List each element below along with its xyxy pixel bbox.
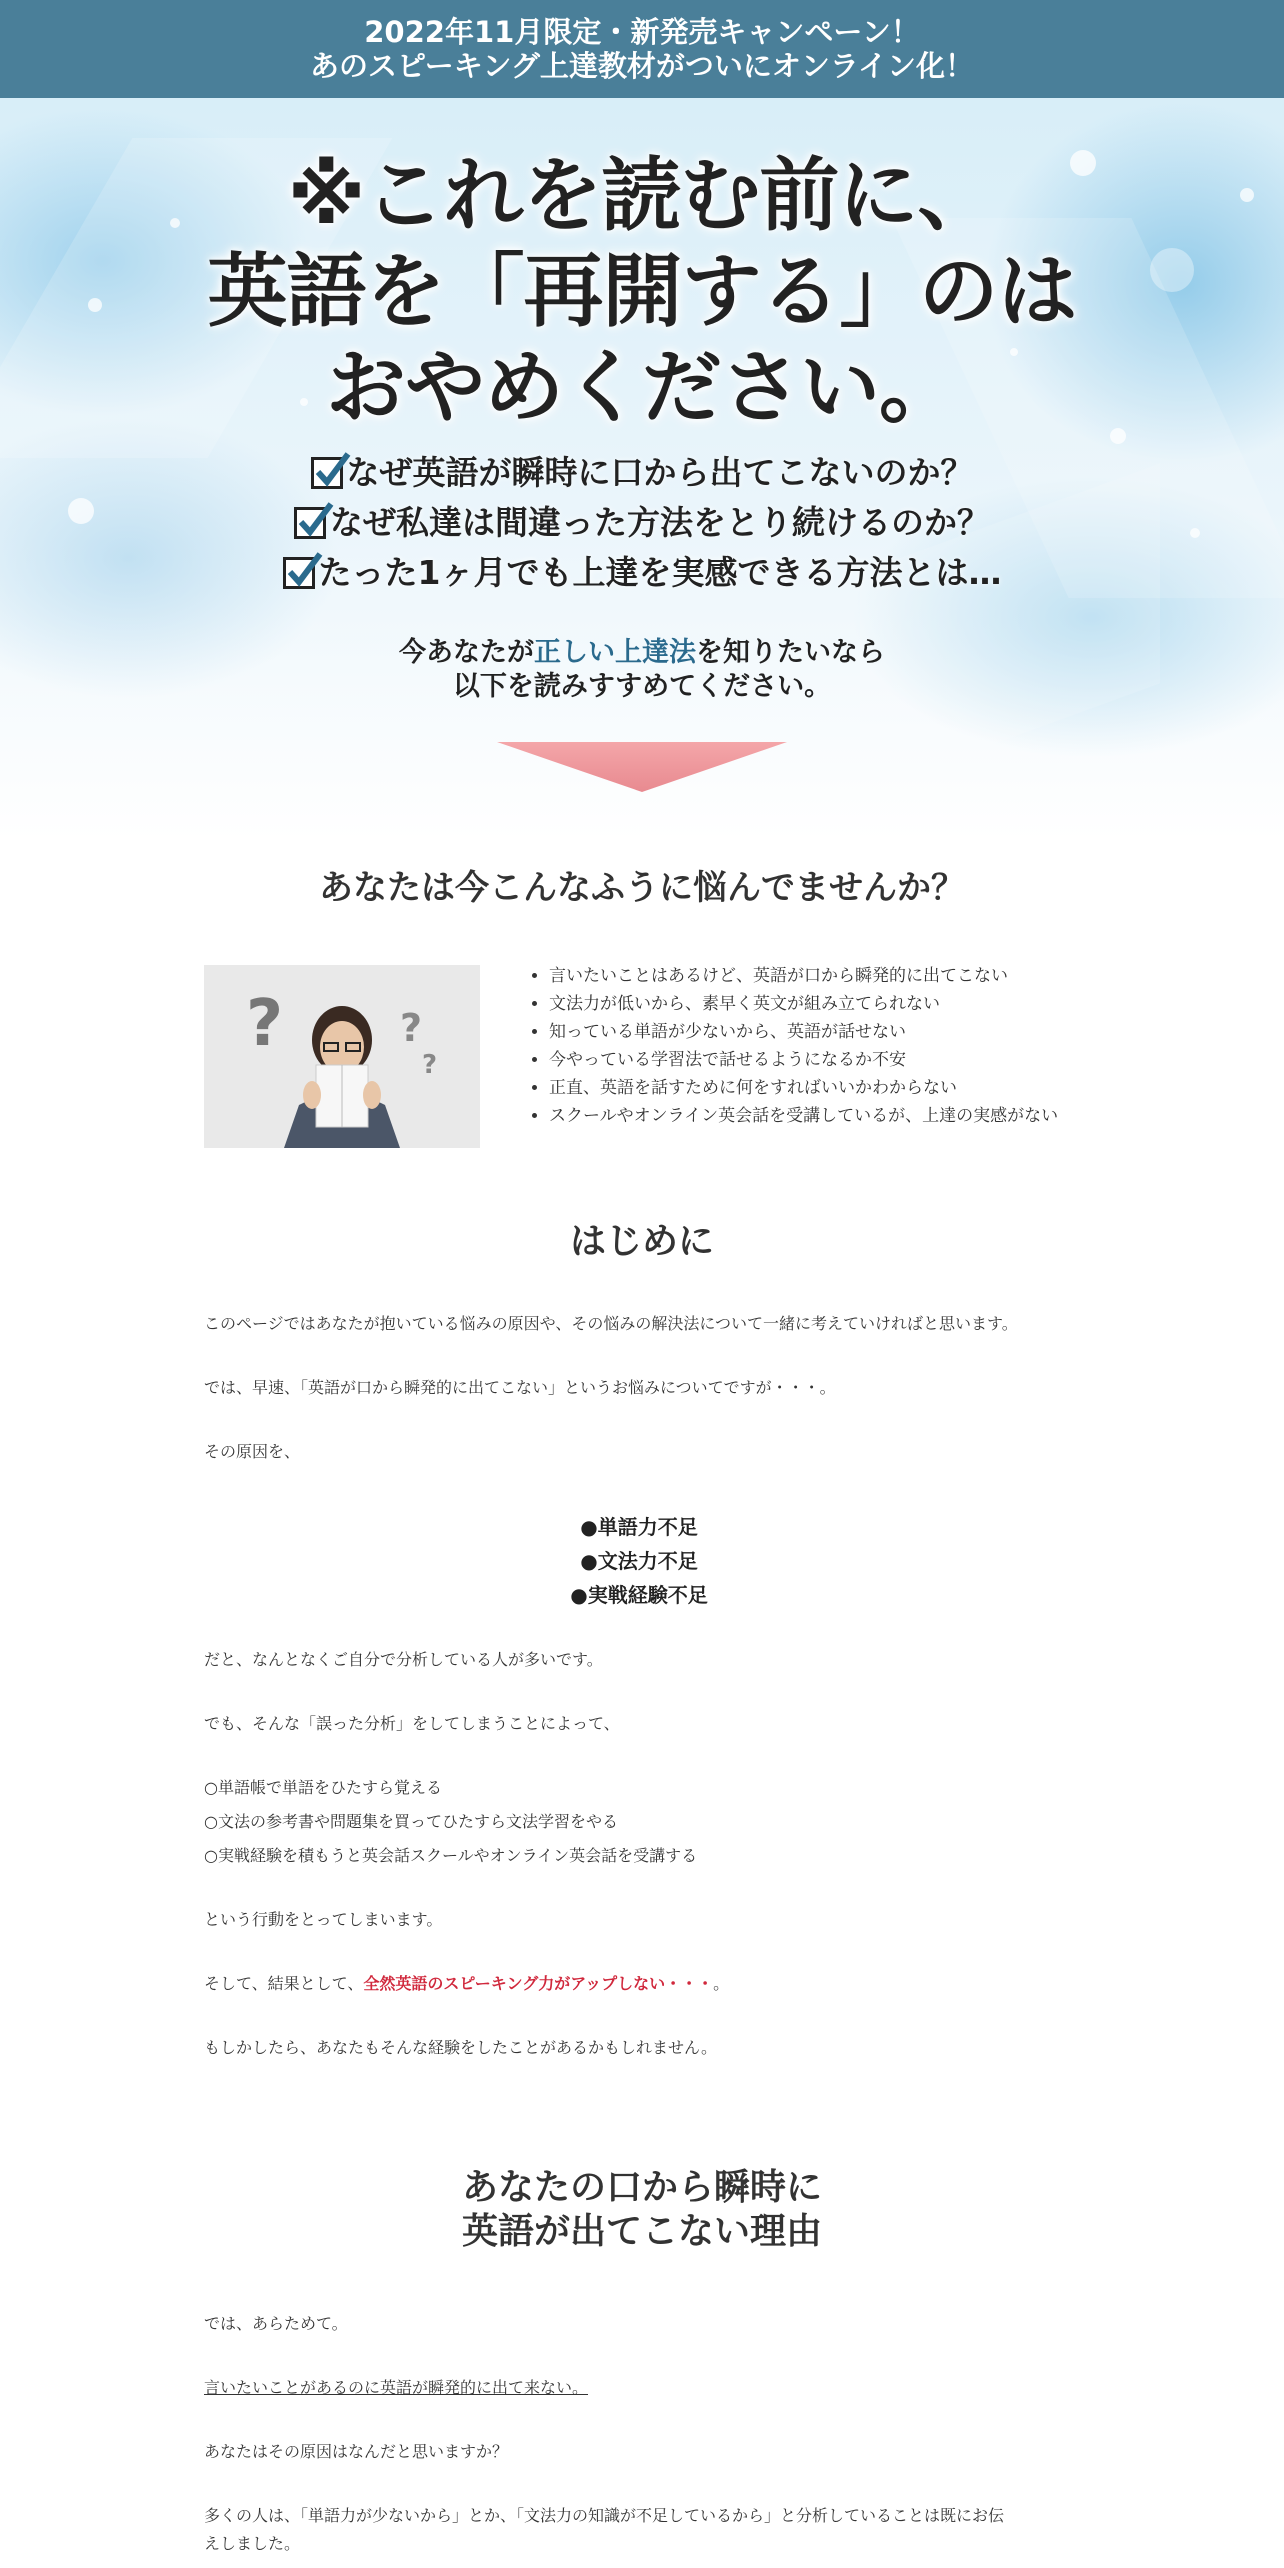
reason-title [0,2166,1284,2254]
reason-paragraph: では、あらためて。 [204,2314,348,2333]
list-item: • スクールやオンライン英会話を受講しているが、上達の実感がない [549,1102,1094,1130]
lead-highlight: 正しい上達法 [534,637,696,668]
down-arrow-icon [0,742,1284,794]
worried-woman-image [204,965,480,1148]
check-text: たった1ヶ月でも上達を実感できる方法とは… [318,553,1002,592]
cause-item: ●文法力不足 [580,1549,698,1573]
reason-section [204,2310,1074,2560]
worries-title: あなたは今こんなふうに悩んでませんか？ [319,868,965,908]
result-paragraph [204,1970,1074,1998]
reason-paragraph: えしました。 [204,2534,301,2553]
intro-section [204,1310,1074,2070]
check-item [0,448,1284,498]
headline-line-2: 英語を「再開する」のは [207,245,1077,338]
intro-title: はじめに [569,1221,714,1262]
banner-line-2: あのスピーキング上達教材がついにオンライン化！ [309,49,975,83]
lead-text [0,636,1284,704]
list-item: • 今やっている学習法で話せるようになるか不安 [549,1046,1094,1074]
cause-item: ●単語力不足 [580,1515,698,1539]
worries-section [204,962,1074,1148]
intro-paragraph: では、早速、「英語が口から瞬発的に出てこない」というお悩みについてですが・・・。 [204,1378,836,1397]
result-post: 。 [713,1974,730,1993]
check-list [0,448,1284,598]
worries-list [529,962,1094,1130]
reason-underlined: 言いたいことがあるのに英語が瞬発的に出て来ない。 [204,2378,589,2397]
checkbox-icon [283,557,315,589]
check-item [0,498,1284,548]
banner-line-1: 2022年11月限定・新発売キャンペーン！ [364,15,920,49]
lead-pre: 今あなたが [399,637,534,668]
intro-paragraph: もしかしたら、あなたもそんな経験をしたことがあるかもしれません。 [204,2038,717,2057]
svg-text:?: ? [422,1050,438,1080]
checkbox-icon [311,457,343,489]
intro-paragraph: だと、なんとなくご自分で分析している人が多いです。 [204,1650,603,1669]
lead-post: を知りたいなら [696,637,885,668]
reason-title-line-1: あなたの口から瞬時に [461,2167,822,2208]
campaign-banner [0,0,1284,98]
reason-title-line-2: 英語が出てこない理由 [461,2211,822,2252]
main-headline [0,148,1284,436]
checkbox-icon [294,507,326,539]
list-item: • 正直、英語を話すために何をすればいいかわからない [549,1074,1094,1102]
list-item: • 言いたいことはあるけど、英語が口から瞬発的に出てこない [549,962,1094,990]
list-item: • 知っている単語が少ないから、英語が話せない [549,1018,1094,1046]
headline-line-1: ※これを読む前に、 [287,149,997,242]
check-item [0,548,1284,598]
action-item: ○文法の参考書や問題集を買ってひたすら文法学習をやる [204,1812,618,1831]
intro-paragraph: でも、そんな「誤った分析」をしてしまうことによって、 [204,1714,620,1733]
intro-paragraph: という行動をとってしまいます。 [204,1910,443,1929]
result-highlight: 全然英語のスピーキング力がアップしない・・・ [363,1974,714,1993]
lead-line-2: 以下を読みすすめてください。 [452,671,832,702]
result-pre: そして、結果として、 [204,1974,364,1993]
svg-text:?: ? [246,987,284,1061]
hero-section [0,98,1284,840]
list-item: • 文法力が低いから、素早く英文が組み立てられない [549,990,1094,1018]
reason-paragraph: 多くの人は、「単語力が少ないから」とか、「文法力の知識が不足しているから」と分析していることは既にお伝 [204,2506,1005,2525]
cause-item: ●実戦経験不足 [570,1583,708,1607]
action-item: ○単語帳で単語をひたすら覚える [204,1778,442,1797]
check-text: なぜ英語が瞬時に口から出てこないのか？ [346,453,974,492]
reason-paragraph: あなたはその原因はなんだと思いますか？ [204,2442,509,2461]
headline-line-3: おやめください。 [326,341,958,434]
intro-paragraph: その原因を、 [204,1442,301,1461]
svg-text:?: ? [400,1006,423,1050]
check-text: なぜ私達は間違った方法をとり続けるのか？ [330,503,990,542]
action-item: ○実戦経験を積もうと英会話スクールやオンライン英会話を受講する [204,1846,698,1865]
intro-paragraph: このページではあなたが抱いている悩みの原因や、その悩みの解決法について一緒に考えていければと思います。 [204,1314,1018,1333]
